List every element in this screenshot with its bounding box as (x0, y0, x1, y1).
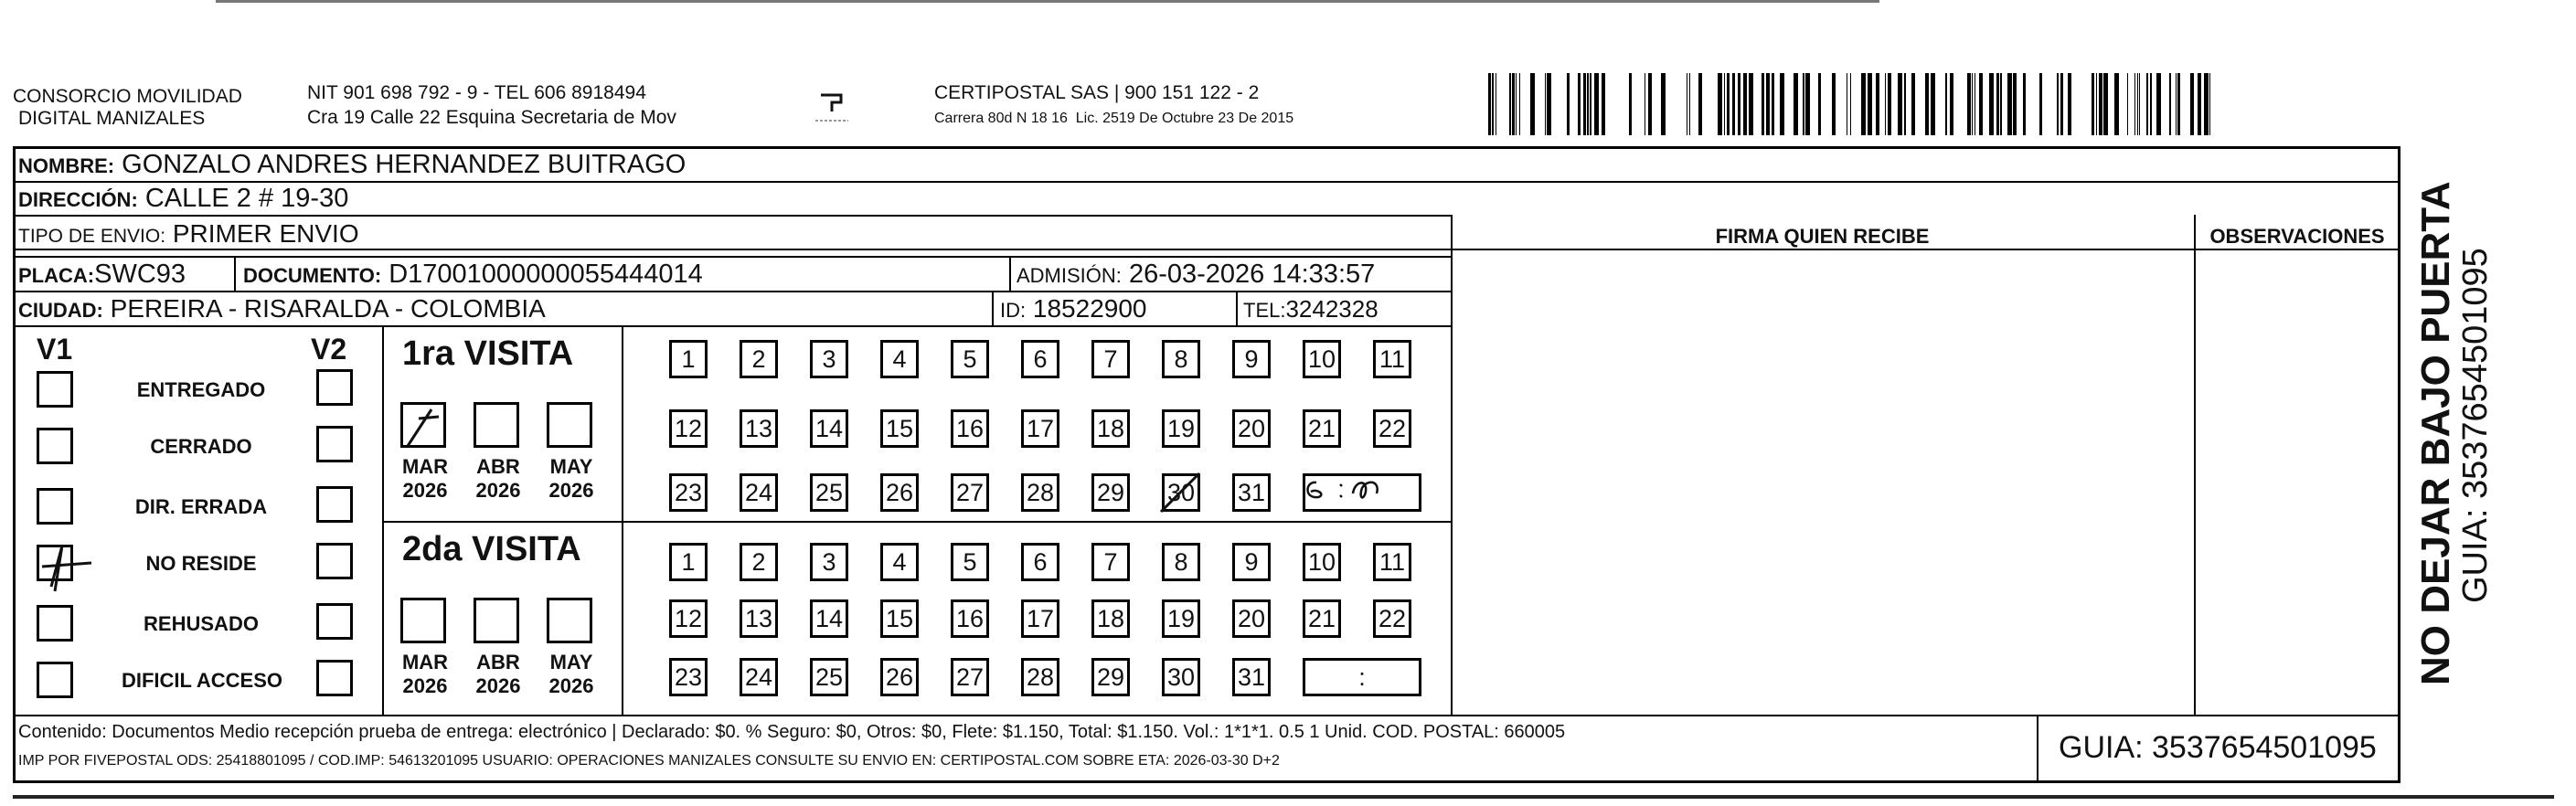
month-label: ABR (476, 651, 520, 673)
v2-checkbox[interactable] (316, 369, 353, 406)
tipo-value: PRIMER ENVIO (172, 219, 359, 248)
day-checkbox[interactable]: 27 (951, 473, 989, 512)
day-checkbox[interactable]: 14 (810, 599, 848, 638)
day-checkbox[interactable]: 10 (1303, 543, 1341, 581)
company-name-line1: CONSORCIO MOVILIDAD (13, 86, 242, 107)
day-checkbox[interactable]: 29 (1091, 658, 1130, 696)
v1-checkbox[interactable] (37, 662, 73, 698)
year-label: 2026 (475, 674, 521, 697)
day-checkbox[interactable]: 7 (1091, 340, 1130, 378)
day-checkbox[interactable]: 8 (1162, 543, 1200, 581)
status-label: ENTREGADO (136, 378, 266, 401)
no-dejar-notice: NO DEJAR BAJO PUERTA (2413, 181, 2458, 685)
divider (13, 256, 1452, 258)
handwritten-check-icon (35, 541, 99, 596)
divider (13, 249, 2400, 250)
day-checkbox[interactable]: 13 (740, 599, 778, 638)
day-checkbox[interactable]: 23 (669, 658, 708, 696)
direccion-label: DIRECCIÓN: (18, 188, 138, 211)
v1-checkbox[interactable] (37, 428, 73, 464)
direccion-value: CALLE 2 # 19-30 (144, 184, 349, 213)
v2-header: V2 (311, 333, 347, 366)
day-checkbox[interactable]: 5 (951, 340, 989, 378)
day-checkbox[interactable]: 9 (1232, 543, 1271, 581)
placa-label: PLACA: (18, 264, 95, 287)
year-label: 2026 (548, 674, 594, 697)
day-checkbox[interactable]: 11 (1373, 340, 1411, 378)
day-checkbox[interactable]: 5 (951, 543, 989, 581)
v2-checkbox[interactable] (316, 603, 353, 640)
day-checkbox[interactable]: 23 (669, 473, 708, 512)
divider (622, 325, 623, 716)
day-checkbox[interactable]: 3 (810, 543, 848, 581)
day-checkbox[interactable]: 19 (1162, 599, 1200, 638)
divider (2194, 215, 2196, 716)
postal-logo-icon (814, 88, 850, 124)
documento-value: D17001000000055444014 (389, 260, 703, 289)
day-checkbox[interactable]: 30 (1162, 658, 1200, 696)
handwritten-check-icon (399, 402, 450, 453)
divider (1009, 256, 1011, 292)
day-checkbox[interactable]: 25 (810, 658, 848, 696)
footer-content-line: Contenido: Documentos Medio recepción prueba de entrega: electrónico | Declarado: $0. % Seguro: $0, Otros: $0, Flete: $1.150, Total: $1.150. Vol.: 1*1*1. 0.5 1 Unid. COD. POSTAL: 660005 (18, 722, 1566, 742)
direccion-field (18, 184, 348, 215)
day-checkbox[interactable]: 22 (1373, 599, 1411, 638)
tel-label: TEL: (1243, 299, 1286, 322)
day-checkbox[interactable]: 15 (880, 599, 919, 638)
day-checkbox[interactable]: 4 (880, 340, 919, 378)
courier-license: Carrera 80d N 18 16 Lic. 2519 De Octubre 23 De 2015 (934, 111, 1294, 126)
day-checkbox[interactable]: 26 (880, 473, 919, 512)
divider (382, 325, 384, 716)
day-checkbox[interactable]: 9 (1232, 340, 1271, 378)
year-label: 2026 (402, 674, 448, 697)
day-checkbox[interactable]: 10 (1303, 340, 1341, 378)
v1-checkbox[interactable] (37, 371, 73, 408)
divider (13, 715, 2400, 716)
footer-guia: GUIA: 3537654501095 (2059, 730, 2377, 765)
year-label: 2026 (402, 479, 448, 502)
day-checkbox[interactable]: 3 (810, 340, 848, 378)
ciudad-field (18, 294, 546, 325)
tel-value: 3242328 (1285, 295, 1378, 323)
divider (234, 256, 236, 292)
day-checkbox[interactable]: 7 (1091, 543, 1130, 581)
divider (1236, 291, 1238, 326)
nit-line: NIT 901 698 792 - 9 - TEL 606 8918494 (307, 82, 646, 103)
month-label: ABR (476, 455, 520, 478)
first-visit-title: 1ra VISITA (402, 334, 574, 373)
day-checkbox[interactable]: 11 (1373, 543, 1411, 581)
divider (992, 291, 994, 326)
v2-checkbox[interactable] (316, 660, 353, 696)
day-checkbox[interactable]: 25 (810, 473, 848, 512)
documento-label: DOCUMENTO: (243, 264, 382, 287)
day-checkbox[interactable]: 28 (1021, 473, 1059, 512)
id-label: ID: (1000, 299, 1027, 322)
month-checkbox[interactable] (474, 402, 519, 448)
v2-checkbox[interactable] (316, 543, 353, 579)
id-field (1000, 294, 1146, 325)
v1-checkbox[interactable] (37, 605, 73, 642)
day-checkbox[interactable]: 16 (951, 599, 989, 638)
day-checkbox[interactable]: 19 (1162, 409, 1200, 448)
day-checkbox[interactable]: 16 (951, 409, 989, 448)
nombre-value: GONZALO ANDRES HERNANDEZ BUITRAGO (122, 150, 687, 179)
status-label: DIR. ERRADA (134, 495, 268, 518)
divider (1451, 215, 1453, 716)
day-checkbox[interactable]: 6 (1021, 340, 1059, 378)
side-guia: GUIA: 3537654501095 (2456, 248, 2495, 603)
admision-value: 26-03-2026 14:33:57 (1128, 260, 1376, 289)
day-checkbox[interactable]: 24 (740, 658, 778, 696)
firma-header: FIRMA QUIEN RECIBE (1715, 225, 1930, 248)
day-checkbox[interactable]: 18 (1091, 409, 1130, 448)
divider (13, 181, 2400, 183)
day-checkbox[interactable]: 20 (1232, 599, 1271, 638)
bottom-cut-line (13, 795, 2554, 799)
day-checkbox[interactable]: 20 (1232, 409, 1271, 448)
day-checkbox[interactable]: 21 (1303, 409, 1341, 448)
day-checkbox[interactable]: 14 (810, 409, 848, 448)
top-cut-line (216, 0, 1879, 3)
handwritten-check-icon (1154, 466, 1208, 521)
day-checkbox[interactable]: 17 (1021, 599, 1059, 638)
ciudad-label: CIUDAD: (18, 299, 103, 322)
nombre-field (18, 150, 686, 181)
month-label: MAR (401, 651, 449, 673)
tel-field (1243, 294, 1378, 325)
placa-value: SWC93 (94, 260, 186, 289)
month-checkbox[interactable] (474, 598, 519, 643)
day-checkbox[interactable]: 26 (880, 658, 919, 696)
day-checkbox[interactable]: 28 (1021, 658, 1059, 696)
day-checkbox[interactable]: 12 (669, 409, 708, 448)
day-checkbox[interactable]: 12 (669, 599, 708, 638)
status-label: CERRADO (150, 435, 252, 458)
status-label: NO RESIDE (145, 552, 257, 575)
divider (2037, 715, 2038, 783)
documento-field (243, 260, 703, 291)
second-visit-title: 2da VISITA (402, 530, 581, 568)
day-checkbox[interactable]: 31 (1232, 658, 1271, 696)
day-checkbox[interactable]: 1 (669, 340, 708, 378)
barcode-icon (1488, 73, 2219, 135)
address-line: Cra 19 Calle 22 Esquina Secretaria de Mov (307, 107, 676, 128)
day-checkbox[interactable]: 27 (951, 658, 989, 696)
day-checkbox[interactable]: 22 (1373, 409, 1411, 448)
day-checkbox[interactable]: 21 (1303, 599, 1341, 638)
day-checkbox[interactable]: 30 (1162, 473, 1200, 512)
day-checkbox[interactable]: 8 (1162, 340, 1200, 378)
day-checkbox[interactable]: 13 (740, 409, 778, 448)
day-checkbox[interactable]: 1 (669, 543, 708, 581)
day-checkbox[interactable]: 29 (1091, 473, 1130, 512)
time-field[interactable]: : (1303, 658, 1421, 696)
month-label: MAY (549, 651, 593, 673)
id-value: 18522900 (1032, 294, 1147, 323)
day-checkbox[interactable]: 15 (880, 409, 919, 448)
v1-header: V1 (37, 333, 73, 366)
tipo-field (18, 219, 359, 251)
day-checkbox[interactable]: 2 (740, 340, 778, 378)
company-name-line2: DIGITAL MANIZALES (18, 108, 206, 129)
nombre-label: NOMBRE: (18, 154, 115, 177)
year-label: 2026 (475, 479, 521, 502)
day-checkbox[interactable]: 6 (1021, 543, 1059, 581)
month-checkbox[interactable] (400, 598, 446, 643)
month-label: MAR (401, 455, 449, 478)
v2-checkbox[interactable] (316, 426, 353, 462)
status-label: DIFICIL ACCESO (121, 669, 282, 692)
observaciones-header: OBSERVACIONES (2209, 225, 2385, 248)
courier-name: CERTIPOSTAL SAS | 900 151 122 - 2 (934, 82, 1260, 103)
month-label: MAY (549, 455, 593, 478)
divider (382, 521, 1452, 523)
day-checkbox[interactable]: 2 (740, 543, 778, 581)
tipo-label: TIPO DE ENVIO: (18, 226, 166, 247)
month-checkbox[interactable] (547, 598, 592, 643)
v1-checkbox[interactable] (37, 488, 73, 525)
v2-checkbox[interactable] (316, 486, 353, 523)
footer-print-line: IMP POR FIVEPOSTAL ODS: 25418801095 / COD.IMP: 54613201095 USUARIO: OPERACIONES MANIZALES CONSULTE SU ENVIO EN: CERTIPOSTAL.COM SOBRE ETA: 2026-03-30 D+2 (18, 753, 1280, 769)
admision-field (1017, 260, 1375, 291)
handwritten-time-icon (1298, 472, 1411, 508)
day-checkbox[interactable]: 17 (1021, 409, 1059, 448)
year-label: 2026 (548, 479, 594, 502)
status-label: REHUSADO (144, 612, 259, 635)
day-checkbox[interactable]: 31 (1232, 473, 1271, 512)
admision-label: ADMISIÓN: (1017, 264, 1122, 287)
day-checkbox[interactable]: 18 (1091, 599, 1130, 638)
day-checkbox[interactable]: 4 (880, 543, 919, 581)
month-checkbox[interactable] (547, 402, 592, 448)
day-checkbox[interactable]: 24 (740, 473, 778, 512)
placa-field (18, 260, 186, 291)
divider (13, 215, 1452, 217)
ciudad-value: PEREIRA - RISARALDA - COLOMBIA (110, 294, 546, 323)
